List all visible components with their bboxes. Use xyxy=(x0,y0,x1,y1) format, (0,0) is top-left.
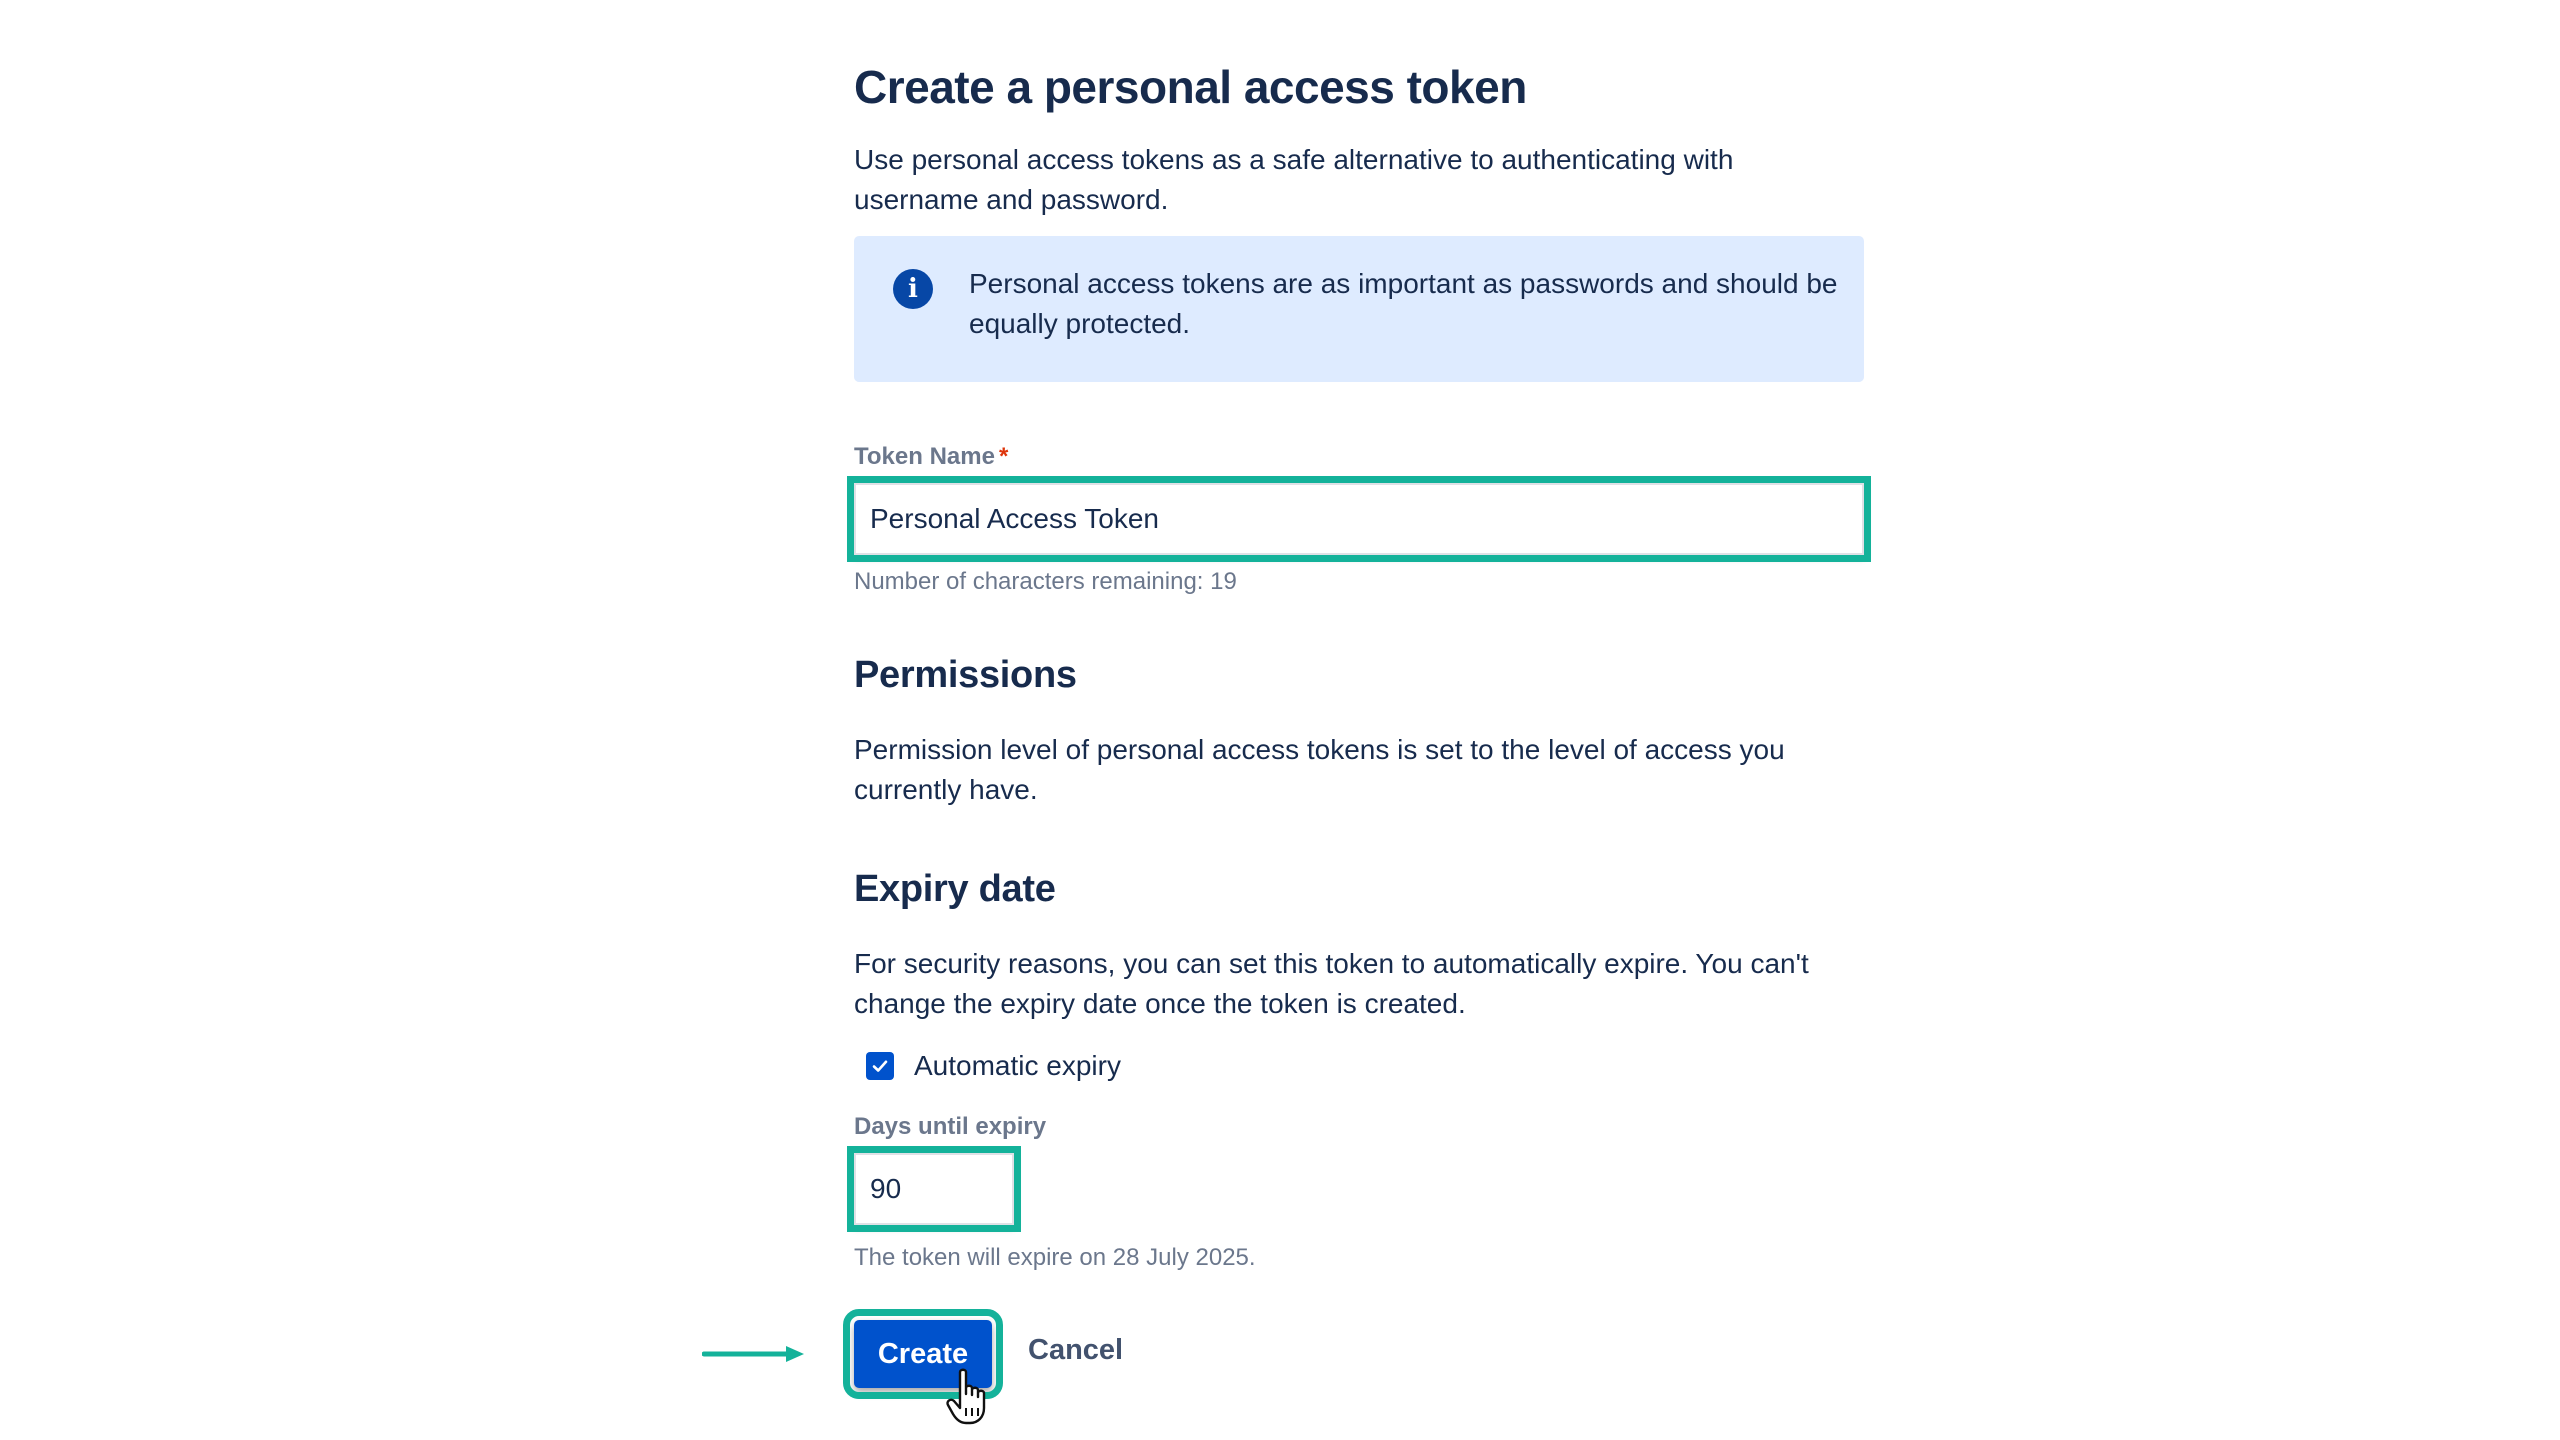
token-name-label-text: Token Name xyxy=(854,443,995,470)
token-name-label xyxy=(854,443,1008,471)
page-title: Create a personal access token xyxy=(854,61,1527,113)
info-icon: i xyxy=(893,269,933,309)
info-text: Personal access tokens are as important as passwords and should be equally protected. xyxy=(969,268,1838,339)
expiry-date-note: The token will expire on 28 July 2025. xyxy=(854,1244,1256,1271)
hand-cursor-icon xyxy=(946,1368,996,1426)
pointer-arrow-icon xyxy=(702,1343,806,1365)
checkmark-icon xyxy=(872,1058,888,1074)
days-until-expiry-input[interactable] xyxy=(854,1153,1014,1225)
create-button[interactable]: Create xyxy=(854,1320,992,1388)
permissions-heading: Permissions xyxy=(854,654,1077,696)
token-name-input[interactable] xyxy=(854,483,1864,555)
info-panel xyxy=(854,236,1864,382)
permissions-text: Permission level of personal access tokens is set to the level of access you currently have. xyxy=(854,734,1785,805)
intro-text: Use personal access tokens as a safe alternative to authenticating with username and password. xyxy=(854,144,1734,215)
days-until-expiry-label: Days until expiry xyxy=(854,1113,1047,1140)
automatic-expiry-label: Automatic expiry xyxy=(914,1050,1121,1081)
required-marker: * xyxy=(998,443,1009,470)
characters-remaining: Number of characters remaining: 19 xyxy=(854,568,1237,595)
expiry-text: For security reasons, you can set this token to automatically expire. You can't change the expiry date once the token is created. xyxy=(854,948,1809,1019)
expiry-heading: Expiry date xyxy=(854,868,1056,910)
cancel-button[interactable]: Cancel xyxy=(1028,1334,1124,1366)
automatic-expiry-checkbox[interactable] xyxy=(866,1052,894,1080)
